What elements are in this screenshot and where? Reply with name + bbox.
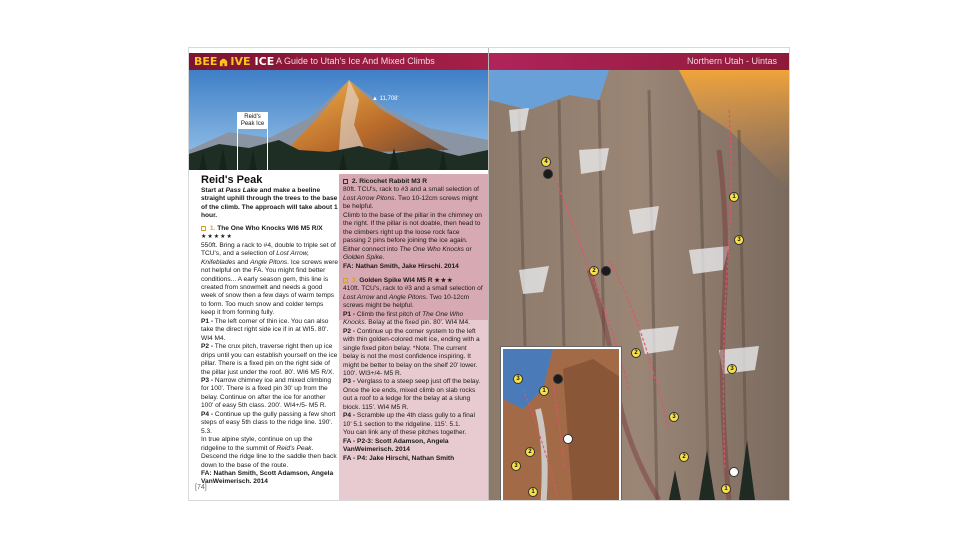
- inset-illustration: [503, 349, 621, 500]
- right-text-column: [339, 174, 488, 500]
- marker-number: 3: [672, 414, 676, 420]
- marker-number: 2: [528, 449, 532, 455]
- route-2-name: Ricochet Rabbit M3 R: [359, 178, 427, 185]
- marker-number: 2: [592, 268, 596, 274]
- route-marker: [734, 235, 744, 245]
- inset-belay-marker: [563, 434, 573, 444]
- route-3-closing: You can link any of these pitches together.: [343, 429, 467, 437]
- route-1-number: 1.: [209, 224, 216, 232]
- route-3-name: Golden Spike WI4 M5 R: [359, 276, 433, 284]
- pitch-label: P4 -: [201, 410, 214, 418]
- route-marker: [541, 157, 551, 167]
- r1-desc-it1: Lost Arrow, Knifeblades: [201, 250, 310, 266]
- right-column-text: [343, 178, 484, 463]
- r2-gear-1: 80ft. TCU's, rack to #3 and a small selection of: [343, 186, 480, 194]
- route-3-pitch-4: [343, 412, 484, 429]
- marker-number: 2: [634, 350, 638, 356]
- belay-marker: [729, 467, 739, 477]
- pitch-label: P3 -: [343, 378, 356, 386]
- r2-desc-end: .: [382, 254, 385, 262]
- closing-it: Reid's Peak: [276, 444, 312, 452]
- pitch-text: Verglass to a steep seep just off the belay. Once the ice ends, mixed climb on slab rocks out a roof to a ledge for the belay at a slung block. 115'. WI4 M5 R.: [343, 378, 481, 411]
- route-2-gear: [343, 186, 484, 211]
- route-3-gear: [343, 285, 484, 310]
- route-3-number: 3.: [351, 276, 358, 284]
- pitch-label: P2 -: [201, 343, 214, 351]
- r2-desc-or: or: [463, 245, 472, 253]
- r3-gear-and: and: [374, 293, 389, 301]
- route-3-first-ascent-2: FA - P4: Jake Hirschi, Nathan Smith: [343, 454, 455, 462]
- marker-number: 2: [682, 454, 686, 460]
- r3-gear-it2: Angle Pitons: [388, 293, 426, 301]
- route-3-pitch-3: [343, 378, 484, 412]
- summit-triangle-icon: ▲: [372, 96, 380, 102]
- pitch-text: The left corner of thin ice. You can also take the direct right side ice if in at WI5. 80'. WI4 M4.: [201, 317, 329, 342]
- region-title: Northern Utah - Uintas: [686, 56, 777, 66]
- pitch-label: P1 -: [201, 317, 214, 325]
- logo-text-ive: IVE: [230, 55, 251, 68]
- r1-desc-1: 550ft. Bring a rack to #4, double to triple set of TCU's, and a selection of: [201, 241, 336, 258]
- route-marker: [589, 266, 599, 276]
- route-1-pitch-2: [201, 343, 339, 377]
- marker-number: 3: [514, 463, 518, 469]
- page-number: [74]: [195, 484, 207, 491]
- peak-route-label: Reid's Peak Ice: [238, 113, 267, 129]
- r2-gear-it: Lost Arrow Pitons: [343, 194, 395, 202]
- route-1-heading: [201, 225, 339, 233]
- inset-marker: [539, 386, 549, 396]
- marker-number: 3: [516, 376, 520, 382]
- marker-number: 3: [730, 366, 734, 372]
- marker-number: 1: [732, 194, 736, 200]
- route-3-heading: [343, 277, 484, 285]
- route-1-pitch-3: [201, 377, 339, 411]
- belay-marker: [543, 169, 553, 179]
- r1-desc-rest: . Ice screws were not helpful on the FA. You might find better conditions... A early season gem, this line is created from snowmelt and needs a good week of snow then a few days of warm temps to form. Too much snow and colder temps keep it from forming fully.: [201, 258, 339, 317]
- r3-gear-rest: . Two 10-12cm screws might be helpful.: [343, 293, 470, 310]
- r2-gear-rest: . Two 10-12cm screws might be helpful.: [343, 194, 478, 211]
- belay-marker: [601, 266, 611, 276]
- beehive-ice-logo: [194, 54, 274, 69]
- route-3-stars: ★★★: [434, 277, 454, 284]
- route-marker: [679, 452, 689, 462]
- logo-text-ice: ICE: [254, 55, 275, 68]
- marker-number: 1: [531, 489, 535, 495]
- route-marker: [729, 192, 739, 202]
- r2-desc-it2: Golden Spike: [343, 254, 383, 262]
- summit-elevation-text: 11,708': [379, 96, 399, 102]
- pitch-text: The crux pitch, traverse right then up ice drips until you can establish yourself on the ice pillar. There is a fixed pin on the right side of the pillar just under the roof. 80'. WI6 M5 R/X.: [201, 343, 338, 376]
- approach-part-1: Start at: [201, 187, 226, 194]
- route-1-pitch-4: [201, 411, 339, 436]
- section-title: Reid's Peak: [201, 174, 263, 186]
- route-1-closing: [201, 436, 339, 470]
- route-1-description: [201, 242, 339, 318]
- pitch-text: Continue up the corner system to the left with thin golden-colored melt ice, ending with a single fixed piton belay. *Note. The current belay is not the most confidence inspiring. It might be better to belay on the shelf 20' lower. 100'. WI3+/4- M5 R.: [343, 327, 480, 377]
- marker-number: 4: [544, 159, 548, 165]
- header-band: [189, 53, 488, 70]
- route-2-heading: [343, 178, 484, 186]
- route-1-stars: ★★★★★: [201, 234, 233, 241]
- peak-route-box: [237, 112, 268, 170]
- route-3-pitch-1: [343, 311, 484, 328]
- route-1-name: The One Who Knocks WI6 M5 R/X: [217, 224, 323, 232]
- book-title: A Guide to Utah's Ice And Mixed Climbs: [276, 56, 435, 66]
- route-3-first-ascent-1: FA - P2-3: Scott Adamson, Angela VanWeimerisch. 2014: [343, 437, 449, 454]
- route-2-first-ascent: FA: Nathan Smith, Jake Hirschi. 2014: [343, 262, 459, 270]
- logo-text-bee: BEE: [194, 55, 218, 68]
- summit-elevation: [372, 96, 399, 102]
- inset-marker: [513, 374, 523, 384]
- pitch-label: P2 -: [343, 327, 356, 335]
- r2-desc-1: Climb to the base of the pillar in the chimney on the right. If the pillar is not doable, then head to the climbers right up the loose rock face passing 2 pins before joining the ice again. Either connect into: [343, 211, 482, 253]
- approach-text: [201, 187, 339, 221]
- left-text-column: [201, 174, 339, 487]
- beehive-icon: [218, 56, 229, 67]
- left-page: [189, 48, 488, 500]
- inset-marker: [525, 447, 535, 457]
- r3-gear-it1: Lost Arrow: [343, 293, 375, 301]
- closing-2: . Descend the ridge line to the saddle then back down to the base of the route.: [201, 444, 337, 469]
- inset-belay-marker: [553, 374, 563, 384]
- r2-desc-it1: The One Who Knocks: [399, 245, 464, 253]
- inset-marker: [511, 461, 521, 471]
- pitch-text: Climb the first pitch of: [355, 310, 423, 318]
- approach-place: Pass Lake: [225, 187, 258, 194]
- right-page: [489, 48, 789, 500]
- header-band-right: [489, 53, 789, 70]
- route-1-first-ascent: FA: Nathan Smith, Scott Adamson, Angela VanWeimerisch. 2014: [201, 469, 334, 486]
- route-2-number: 2.: [351, 178, 358, 185]
- route-marker: [727, 364, 737, 374]
- route-2-description: [343, 212, 484, 263]
- inset-marker: [528, 487, 538, 497]
- pitch-text: Scramble up the 4th class gully to a final 10' 5.1 section to the ridgeline. 115'. 5.1.: [343, 412, 475, 428]
- route-marker: [631, 348, 641, 358]
- checkbox-icon: [343, 179, 348, 184]
- cliff-topo-photo: [489, 70, 789, 500]
- pitch-text-it: The One Who Knocks: [343, 310, 464, 327]
- checkbox-icon: [201, 226, 206, 231]
- pitch-label: P3 -: [201, 376, 214, 384]
- book-spread: [189, 48, 789, 500]
- approach-part-2: and make a beeline straight uphill through the trees to the base of the climb. The approach will take about 1 hour.: [201, 187, 338, 220]
- r3-gear-1: 410ft. TCU's, rack to #3 and a small selection of: [343, 285, 483, 293]
- pitch-label: P4 -: [343, 412, 356, 420]
- r1-desc-mid: and: [235, 258, 251, 266]
- closing-1: In true alpine style, continue on up the ridgeline to the summit of: [201, 436, 313, 452]
- pitch-text: Narrow chimney ice and mixed climbing for 100'. There is a fixed pin 30' up from the belay. Continue on after the ice for another 100' of easy 5th class. 200'. WI4+/5- M5 R.: [201, 376, 332, 410]
- r1-desc-it2: Angle Pitons: [250, 258, 288, 266]
- route-1-pitch-1: [201, 318, 339, 343]
- peak-photo-illustration: [189, 70, 488, 170]
- pitch-text-2: . Belay at the fixed pin. 80'. WI4 M4.: [364, 319, 470, 327]
- pitch-label: P1 -: [343, 310, 356, 318]
- route-marker: [721, 484, 731, 494]
- marker-number: 1: [724, 486, 728, 492]
- marker-number: 1: [542, 388, 546, 394]
- route-marker: [669, 412, 679, 422]
- reids-peak-photo: [189, 70, 488, 170]
- route-3-pitch-2: [343, 328, 484, 379]
- pitch-text: Continue up the gully passing a few short steps of easy 5th class to the ridge line. 190'. 5.3.: [201, 410, 336, 435]
- inset-detail-photo: [501, 347, 621, 500]
- checkbox-icon: [343, 278, 348, 283]
- marker-number: 3: [737, 237, 741, 243]
